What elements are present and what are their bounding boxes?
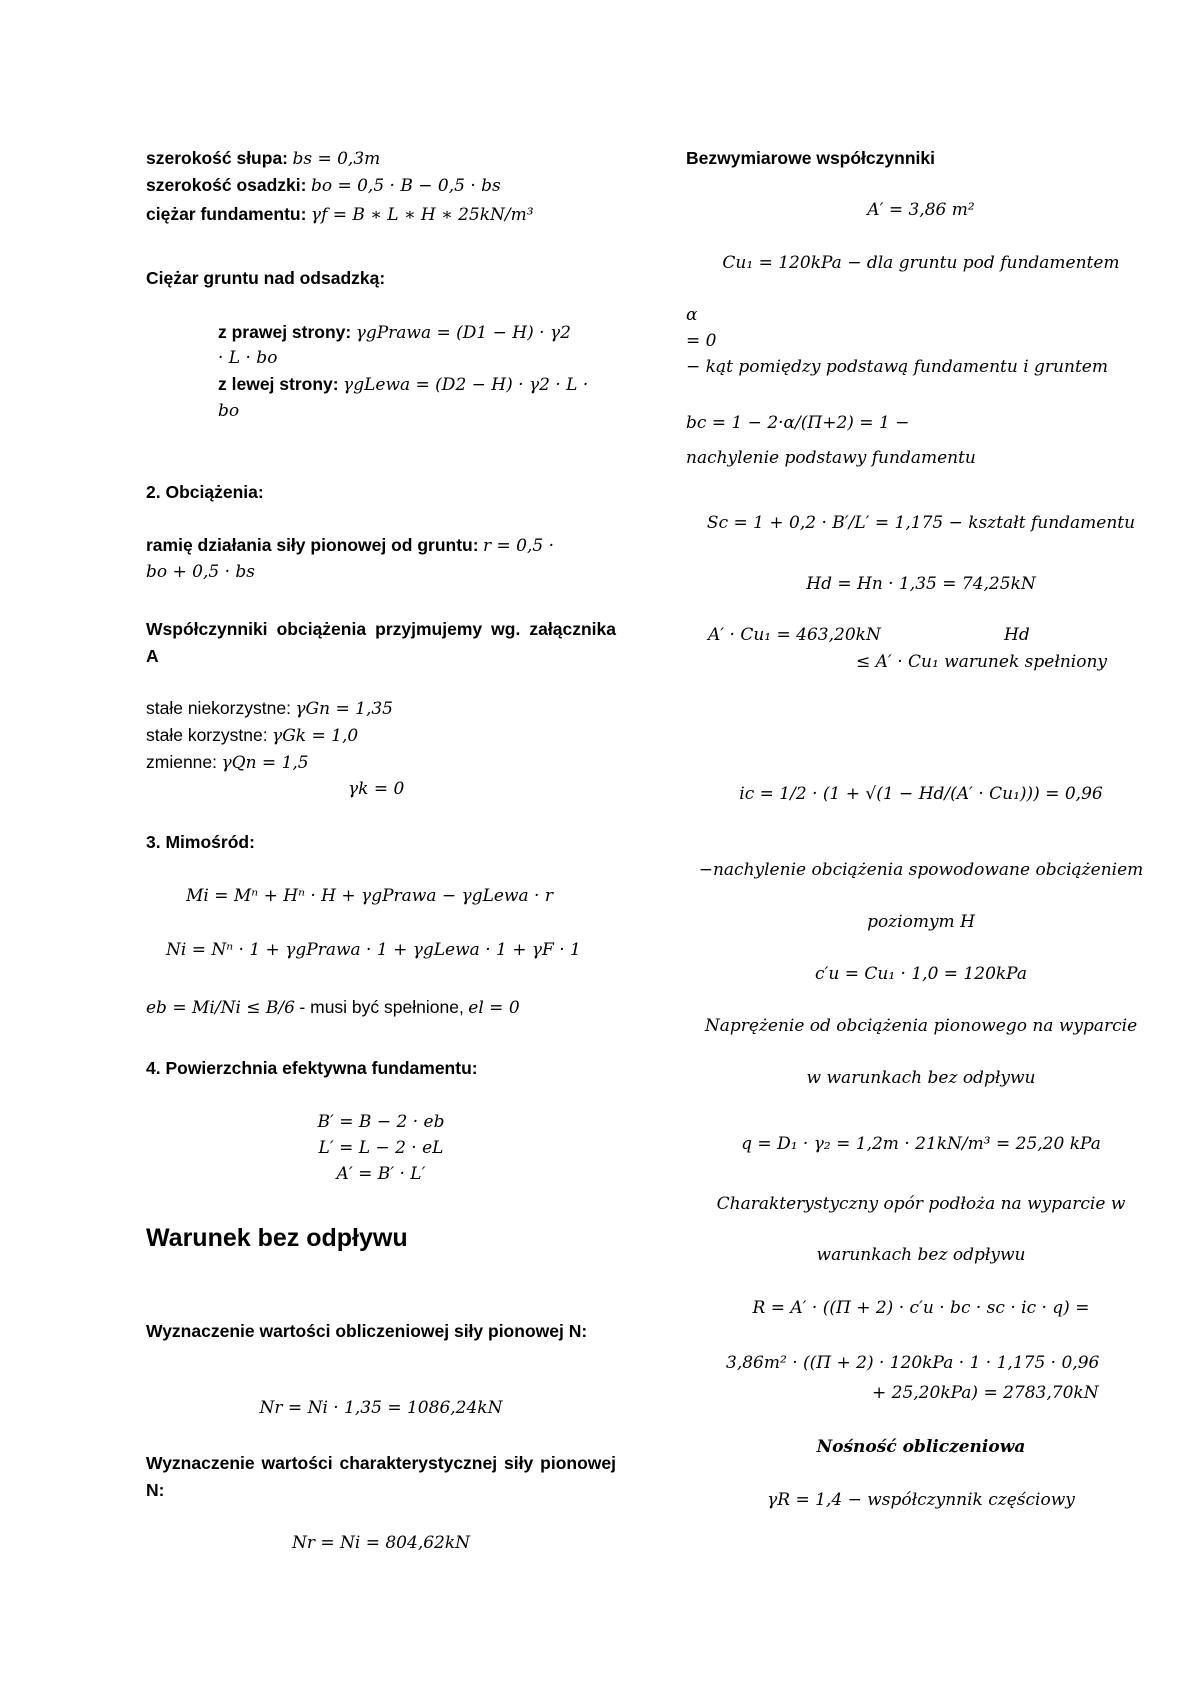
formula-acu-hd: Hd [1004,625,1030,645]
formula-hd: Hd = Hn · 1,35 = 74,25kN [806,574,1036,594]
formula: bs = 0,3m [292,149,381,169]
formula-cu-prim: c′u = Cu₁ · 1,0 = 120kPa [814,964,1027,984]
formula-q: q = D₁ · γ₂ = 1,2m · 21kN/m³ = 25,20 kPa [741,1134,1101,1154]
formula-ic: ic = 1/2 · (1 + √(1 − Hd/(A′ · Cu₁))) = 0,96 [739,784,1103,804]
line-zmienne [146,752,309,773]
formula-nr1: Nr = Ni · 1,35 = 1086,24kN [259,1398,503,1418]
formula-cu1: Cu₁ = 120kPa − dla gruntu pod fundamentem [722,253,1120,273]
text: - musi być spełnione, [299,997,464,1017]
formula-r: R = A′ · ((Π + 2) · c′u · bc · sc · ic · q) = [752,1298,1090,1318]
formula-alpha: α [686,305,698,325]
formula: γgLewa = (D2 − H) · γ2 · L · [343,375,589,395]
wyznaczenie-charakterystycznej: Wyznaczenie wartości charakterystycznej siły pionowej N: [146,1453,616,1500]
line-ciezar-fundamentu [146,204,534,225]
charakterystyczny-text: warunkach bez odpływu [816,1245,1026,1265]
section-heading: 4. Powierzchnia efektywna fundamentu: [146,1058,478,1078]
formula-alpha-eq: = 0 [686,331,717,351]
line-stale-korzystne [146,725,358,746]
label: stałe korzystne: [146,725,268,745]
formula-aprim: A′ = B′ · L′ [336,1164,426,1184]
formula: γGk = 1,0 [272,726,359,746]
formula: bo = 0,5 · B − 0,5 · bs [310,176,501,196]
charakterystyczny-text: Charakterystyczny opór podłoża na wyparcie w [716,1194,1126,1214]
label: z prawej strony: [218,322,352,342]
formula-a-prim: A′ = 3,86 m² [867,200,975,220]
label: szerokość osadzki: [146,175,307,195]
formula-gamma-r: γR = 1,4 − współczynnik częściowy [767,1490,1075,1510]
section-heading: 2. Obciążenia: [146,482,264,502]
label: ramię działania siły pionowej od gruntu: [146,535,479,555]
formula: eb = Mi/Ni ≤ B/6 [146,998,295,1018]
formula-ni: Ni = Nⁿ · 1 + γgPrawa · 1 + γgLewa · 1 + γF · 1 [166,940,581,960]
formula: γQn = 1,5 [221,753,309,773]
formula-cont: bo + 0,5 · bs [146,562,256,582]
label: stałe niekorzystne: [146,698,291,718]
naprezenie-text: Naprężenie od obciążenia pionowego na wyparcie [704,1016,1138,1036]
line-eb [146,997,520,1018]
page-heading: Warunek bez odpływu [146,1224,408,1252]
formula: el = 0 [468,998,520,1018]
formula: γf = B ∗ L ∗ H ∗ 25kN/m³ [310,205,534,225]
ic-desc: −nachylenie obciążenia spowodowane obciążeniem [698,860,1144,880]
line-szerokosc-slupa [146,148,380,169]
formula: γGn = 1,35 [295,699,393,719]
wyznaczenie-obliczeniowej: Wyznaczenie wartości obliczeniowej siły pionowej N: [146,1321,588,1341]
formula: r = 0,5 · [483,536,555,556]
formula-alpha-desc: − kąt pomiędzy podstawą fundamentu i gruntem [686,357,1108,377]
label: ciężar fundamentu: [146,204,307,224]
line-ramie [146,535,554,556]
formula-sc: Sc = 1 + 0,2 · B′/L′ = 1,175 − kształt fundamentu [706,513,1136,533]
section-heading: Ciężar gruntu nad odsadzką: [146,268,386,288]
formula-bc: bc = 1 − 2·α/(Π+2) = 1 − [686,413,910,433]
line-lewa [218,374,588,395]
line-prawa [218,322,571,343]
ic-desc: poziomym H [867,912,975,932]
formula-mi: Mi = Mⁿ + Hⁿ · H + γgPrawa − γgLewa · r [186,886,553,906]
formula-r-value-cont: + 25,20kPa) = 2783,70kN [872,1383,1099,1403]
line-szerokosc-osadzki [146,175,501,196]
formula-cont: bo [218,401,240,421]
formula-cont: · L · bo [218,348,278,368]
section-heading: Bezwymiarowe współczynniki [686,148,935,168]
naprezenie-text: w warunkach bez odpływu [806,1068,1036,1088]
section-heading: 3. Mimośród: [146,832,255,852]
formula-bprim: B′ = B − 2 · eb [317,1112,445,1132]
formula-acu-cond: ≤ A′ · Cu₁ warunek spełniony [856,652,1107,672]
line-stale-niekorzystne [146,698,393,719]
label: szerokość słupa: [146,148,288,168]
formula-gk: γk = 0 [348,779,405,799]
formula-bc-desc: nachylenie podstawy fundamentu [686,448,976,468]
formula-lprim: L′ = L − 2 · eL [318,1138,444,1158]
label: zmienne: [146,752,218,772]
label: z lewej strony: [218,374,339,394]
nosnosc-heading: Nośność obliczeniowa [816,1437,1026,1457]
formula: γgPrawa = (D1 − H) · γ2 [355,323,571,343]
formula-acu: A′ · Cu₁ = 463,20kN [708,625,881,645]
formula-nr2: Nr = Ni = 804,62kN [291,1533,471,1553]
formula-r-value: 3,86m² · ((Π + 2) · 120kPa · 1 · 1,175 · 0,96 [726,1353,1100,1373]
wspolczynniki-text: Współczynniki obciążenia przyjmujemy wg. załącznika A [146,619,616,666]
